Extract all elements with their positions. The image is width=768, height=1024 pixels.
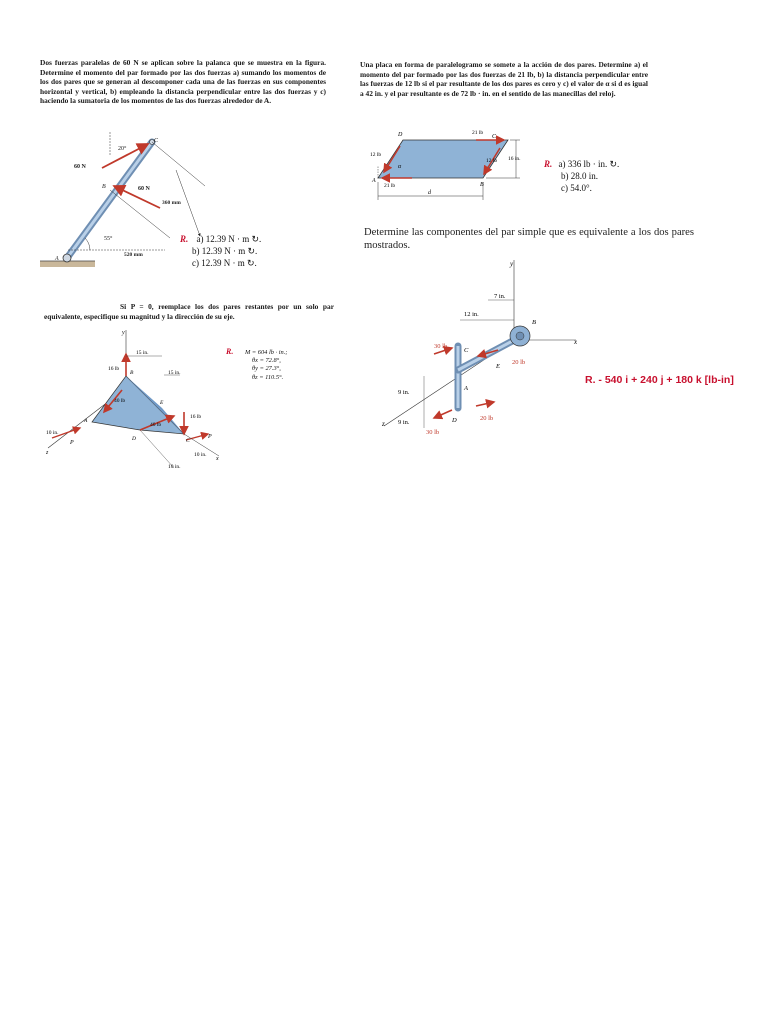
answer-text: R. - 540 i + 240 j + 180 k [lb-in]: [585, 374, 734, 386]
pin-A: [63, 254, 71, 262]
fig4-pt-C: C: [464, 347, 469, 354]
problem1-answer: [180, 233, 261, 269]
fig3-d10c: 10 in.: [168, 464, 181, 470]
fig2-height: 16 in.: [508, 156, 521, 162]
fig1-pt-A: A: [55, 256, 59, 262]
fig3-P2: P: [208, 434, 212, 440]
fig4-d9a: 9 in.: [398, 389, 410, 396]
problem4-text: Determine las componentes del par simple que es equivalente a los dos pares mostrados.: [364, 227, 694, 251]
fig2-f-left: 12 lb: [370, 152, 382, 158]
answer-thetax: θx = 72.8°,: [252, 357, 281, 365]
force-mid-arrow: [114, 186, 160, 208]
answer-label: R.: [226, 347, 234, 356]
fig2-pt-C: C: [492, 134, 497, 140]
fig3-pt-E: E: [160, 400, 164, 406]
fig4-axis-x: x: [574, 338, 578, 346]
answer-thetaz: θz = 110.5°.: [252, 373, 284, 381]
fig3-axis-x: x: [216, 456, 219, 462]
fig4-f30b: 30 lb: [426, 429, 440, 436]
problem3-figure: [44, 330, 224, 475]
answer-label: R.: [180, 234, 189, 244]
fig4-d9b: 9 in.: [398, 419, 410, 426]
fig3-P1: P: [70, 440, 74, 446]
fig1-force-top: 60 N: [74, 164, 86, 170]
fig3-d15a: 15 in.: [136, 350, 149, 356]
fig3-d15b: 15 in.: [168, 370, 181, 376]
fig2-pt-A: A: [372, 178, 376, 184]
fig4-axis-y: y: [510, 260, 514, 268]
fig4-f20b: 20 lb: [480, 415, 494, 422]
fig2-d: d: [428, 190, 431, 196]
fig3-f16b: 16 lb: [190, 414, 202, 420]
answer-c: c) 12.39 N · m ↻.: [192, 258, 257, 268]
fig3-pt-A: A: [84, 418, 88, 424]
answer-a: a) 12.39 N · m ↻.: [196, 234, 262, 244]
triangular-plate: [92, 376, 184, 434]
answer-label: R.: [544, 159, 553, 169]
problem1-text: Dos fuerzas paralelas de 60 N se aplican sobre la palanca que se muestra en la figura. Determine el momento del par formado por las dos fuerzas a) sumando los momentos de los dos pares que se generan al descomponer cada una de las fuerzas en sus componentes horizontal y vertical, b) empleando la distancia perpendicular entre las dos fuerzas y c) haciendo la sumatoria de los momentos de las dos fuerzas alrededor de A.: [40, 58, 326, 106]
fig1-dim-upper: 360 mm: [162, 200, 181, 206]
fig4-f30a: 30 lb: [434, 343, 448, 350]
problem4-answer: [585, 374, 734, 386]
fig4-pt-A: A: [464, 385, 468, 392]
fig1-force-mid: 60 N: [138, 186, 150, 192]
fig4-pt-B: B: [532, 319, 536, 326]
fig3-pt-B: B: [130, 370, 134, 376]
fig1-pt-B: B: [102, 184, 106, 190]
answer-b: b) 28.0 in.: [561, 171, 598, 181]
fig4-pt-D: D: [452, 417, 457, 424]
answer-M: M = 604 lb · in.;: [244, 349, 288, 356]
fig2-pt-D: D: [398, 132, 403, 138]
fig2-f-bottom: 21 lb: [384, 183, 396, 189]
fig3-f40b: 40 lb: [150, 422, 162, 428]
fig4-d12: 12 in.: [464, 311, 479, 318]
fig4-axis-z: z: [382, 420, 385, 428]
answer-c: c) 54.0°.: [561, 183, 592, 193]
fig3-pt-D: D: [132, 436, 136, 442]
problem3-text: Si P = 0, reemplace los dos pares restantes por un solo par equivalente, especifique su magnitud y la dirección de su eje.: [44, 302, 334, 321]
fig2-alpha: α: [398, 164, 402, 170]
fig2-f-right: 12 lb: [486, 158, 498, 164]
fig3-axis-z: z: [46, 450, 49, 456]
fig4-pt-E: E: [496, 363, 500, 370]
fig3-d10b: 10 in.: [194, 452, 207, 458]
fig4-d7: 7 in.: [494, 293, 506, 300]
problem2-text: Una placa en forma de paralelogramo se somete a la acción de dos pares. Determine a) el momento del par formado por las dos fuerzas de 21 lb, b) la distancia perpendicular entre las fuerzas de 12 lb si el par resultante de los dos pares es cero y c) el valor de α si d es igual a 42 in. y el par resultante es de 72 lb · in. en el sentido de las manecillas del reloj.: [360, 60, 648, 98]
problem3-answer: [226, 348, 287, 382]
fig1-dim-lower: 520 mm: [124, 252, 143, 258]
fig1-angle-bottom: 55°: [104, 236, 113, 242]
fig3-pt-C: C: [186, 438, 190, 444]
answer-b: b) 12.39 N · m ↻.: [192, 246, 258, 256]
fig3-f16a: 16 lb: [108, 366, 120, 372]
fig3-d10a: 10 in.: [46, 430, 59, 436]
fig2-f-top: 21 lb: [472, 130, 484, 136]
answer-thetay: θy = 27.3°,: [252, 365, 281, 373]
fig1-pt-C: C: [154, 138, 159, 144]
fig2-pt-B: B: [480, 182, 484, 188]
fig1-angle-top: 20°: [118, 146, 127, 152]
answer-a: a) 336 lb · in. ↻.: [558, 159, 620, 169]
problem2-answer: [544, 158, 619, 194]
fig3-axis-y: y: [122, 330, 125, 336]
fig3-f40a: 40 lb: [114, 398, 126, 404]
fig4-f20a: 20 lb: [512, 359, 526, 366]
problem4-figure: [380, 258, 590, 443]
